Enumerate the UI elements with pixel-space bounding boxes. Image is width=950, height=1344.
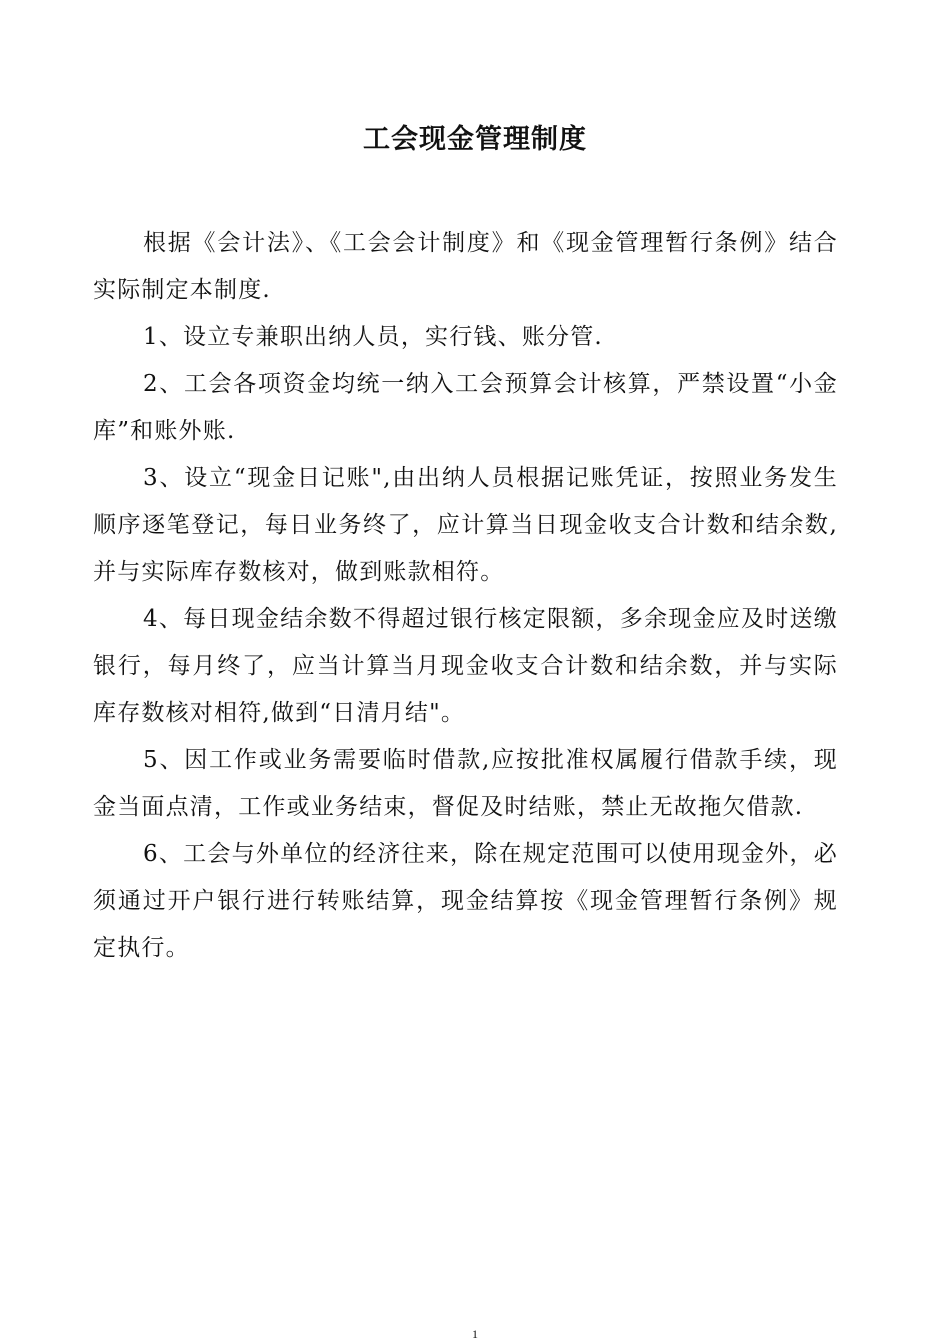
paragraph-item-2: 2、工会各项资金均统一纳入工会预算会计核算，严禁设置“小金库”和账外账.	[93, 371, 838, 444]
paragraph-item-5: 5、因工作或业务需要临时借款,应按批准权属履行借款手续，现金当面点清，工作或业务结束，督促及时结账，禁止无故拖欠借款.	[93, 747, 838, 820]
document-title: 工会现金管理制度	[363, 124, 587, 155]
paragraph-item-4: 4、每日现金结余数不得超过银行核定限额，多余现金应及时送缴银行，每月终了，应当计算当月现金收支合计数和结余数，并与实际库存数核对相符,做到“日清月结"。	[93, 606, 838, 726]
paragraph-item-3: 3、设立“现金日记账",由出纳人员根据记账凭证，按照业务发生顺序逐笔登记，每日业务终了，应计算当日现金收支合计数和结余数,并与实际库存数核对，做到账款相符。	[93, 465, 838, 585]
document-body	[93, 220, 838, 972]
paragraph-item-6: 6、工会与外单位的经济往来，除在规定范围可以使用现金外，必须通过开户银行进行转账结算，现金结算按《现金管理暂行条例》规定执行。	[93, 841, 838, 961]
paragraph-intro: 根据《会计法》、《工会会计制度》和《现金管理暂行条例》结合实际制定本制度.	[93, 230, 838, 303]
paragraph-item-1: 1、设立专兼职出纳人员，实行钱、账分管.	[143, 324, 603, 350]
page-number: 1	[472, 1327, 478, 1341]
